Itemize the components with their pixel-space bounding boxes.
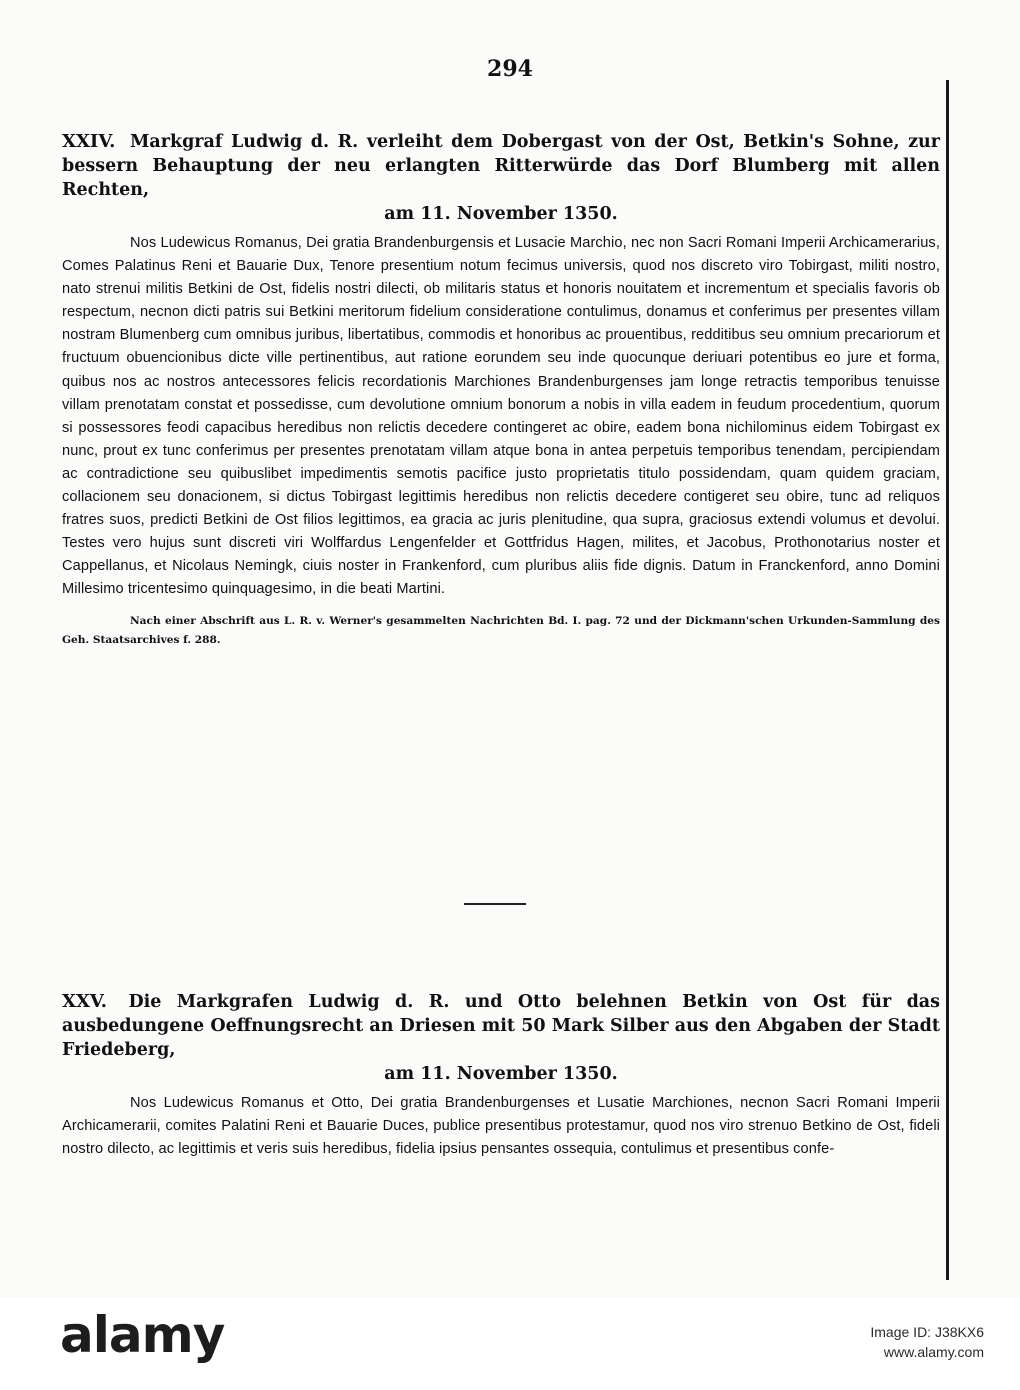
section-heading [62, 990, 940, 1086]
section-number: XXV. [62, 991, 108, 1012]
section-heading [62, 130, 940, 226]
section-title: Markgraf Ludwig d. R. verleiht dem Dobergast von der Ost, Betkin's Sohne, zur bessern Behauptung der neu erlangten Ritterwürde das Dorf Blumberg mit allen Rechten, [62, 132, 940, 200]
section-date: am 11. November 1350. [384, 204, 618, 224]
section-date: am 11. November 1350. [384, 1064, 618, 1084]
charter-text: Nos Ludewicus Romanus, Dei gratia Brandenburgensis et Lusacie Marchio, nec non Sacri Romani Imperii Archicamerarius, Comes Palatinus Reni et Bauarie Dux, Tenore presentium notum fecimus universis, quod nos discreto viro Tobirgast, militi nostro, nato strenui militis Betkini de Ost, fidelis nostri dilecti, ob militaris status et honoris nouitatem et incrementum et specialis favoris ob respectum, necnon dicti patris sui Betkini meritorum fidelium consideratione contulimus, donamus et conferimus per presentes villam nostram Blumenberg cum omnibus juribus, libertatibus, commodis et honoribus ac prouentibus, redditibus seu omnium precariorum et fructuum obuencionibus dicte ville pertinentibus, aut ratione eorundem seu inde quocunque deriuari potentibus eo jure et forma, quibus nos ac nostros antecessores felicis recordationis Marchiones Brandenburgenses jam longe retractis temporibus tenuisse villam prenotatam constat et possedisse, cum devolutione omnium bonorum a nobis in villa eadem in feudum procedentium, quorum si possessores feodi capacibus heredibus non relictis decedere contingeret ac obire, eadem bona nichilominus eidem Tobirgast ex nunc, prout ex tunc conferimus per presentes prenotatam villam atque bona in antea perpetuis temporibus tenendam, percipiendam ac contradictione seu quibuslibet impedimentis semotis pacifice justo proprietatis titulo possidendam, quam quidem graciam, collacionem seu donacionem, si dictus Tobirgast legittimis heredibus non relictis decedere contigeret seu obire, tunc ad reliquos fratres suos, predicti Betkini de Ost filios legittimos, ea gracia ac juris plenitudine, qua supra, graciosus extendi volumus et devolui. Testes vero hujus sunt discreti viri Wolffardus Lengenfelder et Gottfridus Hagen, milites, et Jacobus, Prothonotarius noster et Cappellanus, et Nicolaus Nemingk, ciuis noster in Frankenford, cum pluribus aliis fide dignis. Datum in Franckenford, anno Domini Millesimo tricentesimo quinquagesimo, in die beati Martini. [62, 235, 940, 598]
image-id-label: Image ID: J38KX6 [870, 1324, 984, 1340]
charter-section-xxiv [62, 130, 940, 650]
section-title: Die Markgrafen Ludwig d. R. und Otto belehnen Betkin von Ost für das ausbedungene Oeffnungsrecht an Driesen mit 50 Mark Silber aus den Abgaben der Stadt Friedeberg, [62, 992, 940, 1060]
page-number: 294 [487, 56, 533, 82]
watermark-url: www.alamy.com [883, 1344, 984, 1360]
source-footnote: Nach einer Abschrift aus L. R. v. Werner's gesammelten Nachrichten Bd. I. pag. 72 und der Dickmann'schen Urkunden-Sammlung des Geh. Staatsarchives f. 288. [62, 614, 940, 646]
charter-section-xxv [62, 990, 940, 1161]
section-divider [464, 903, 526, 905]
section-number: XXIV. [62, 131, 116, 152]
charter-text: Nos Ludewicus Romanus et Otto, Dei gratia Brandenburgenses et Lusatie Marchiones, necnon Sacri Romani Imperii Archicamerarii, comites Palatini Reni et Bauarie Duces, publice presentibus protestamur, quod nos viro strenuo Betkino de Ost, fideli nostro dilecto, ac legittimis et veris suis heredibus, fidelia ipsius pensantes ossequia, contulimus et presentibus confe- [62, 1095, 940, 1158]
page-edge-rule [946, 80, 949, 1280]
alamy-logo: alamy [60, 1306, 225, 1364]
watermark-info [870, 1322, 984, 1362]
